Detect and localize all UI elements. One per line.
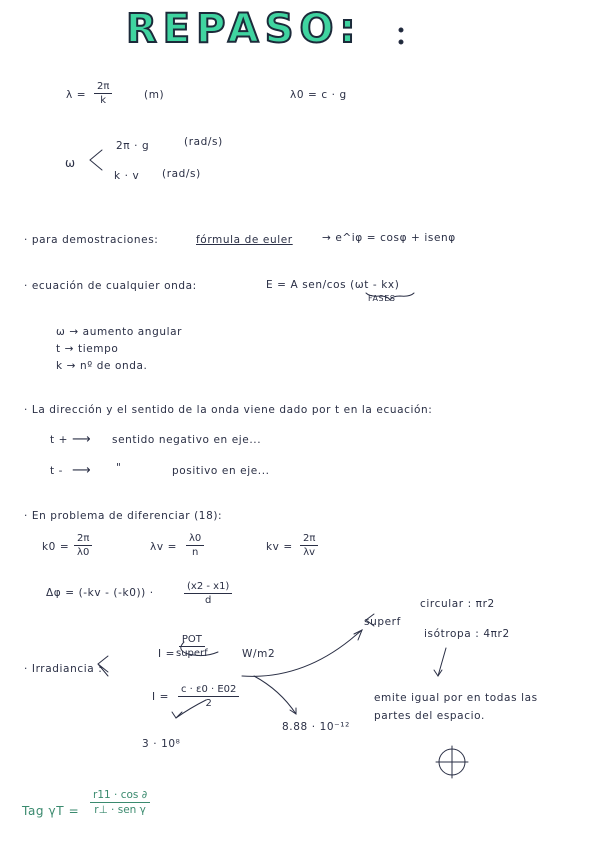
isotropa-formula: isótropa : 4πr2: [424, 628, 510, 640]
superf-circle: [181, 642, 218, 656]
def-omega: ω → aumento angular: [56, 326, 183, 338]
dir-sign-minus: t -: [50, 465, 64, 477]
wave-formula: E = A sen/cos (ωt - kx): [266, 279, 400, 291]
superf-brace: [366, 614, 374, 626]
k0-num: 2π: [74, 533, 92, 546]
i1-unit: W/m2: [242, 648, 276, 660]
kv-lhs: kv =: [266, 541, 293, 553]
omega-symbol: ω: [65, 156, 76, 170]
sphere-cross: [436, 746, 468, 778]
k0-lhs: k0 =: [42, 541, 70, 553]
kv-num: 2π: [300, 533, 318, 546]
title-colon-dot-2: [399, 40, 403, 44]
isotropa-arrow-head: [434, 670, 442, 676]
i2-num: c · ε0 · E02: [178, 684, 239, 697]
eps-value: 8.88 · 10⁻¹²: [282, 721, 350, 733]
def-t: t → tiempo: [56, 343, 119, 355]
wave-lead: · ecuación de cualquier onda:: [24, 280, 197, 292]
arrow-superf: [242, 630, 362, 676]
i2-den: 2: [205, 698, 212, 709]
delta-phi-den: d: [204, 595, 212, 606]
tan-num: r11 · cos ∂: [90, 789, 150, 803]
dir-sign-plus: t +: [50, 434, 69, 446]
emite-note: emite igual por en todas las partes del espacio.: [374, 692, 538, 722]
euler-link: fórmula de euler: [196, 234, 293, 246]
kv-den: λv: [303, 547, 316, 558]
lambdav-num: λ0: [186, 533, 204, 546]
lambda0-equation: λ0 = c · g: [290, 89, 347, 101]
superf-label: superf: [364, 616, 401, 628]
lambdav-den: n: [191, 547, 199, 558]
delta-phi-num: (x2 - x1): [184, 581, 232, 594]
tan-lhs: Tag γT =: [22, 804, 80, 818]
dir-arrow-plus: ⟶: [72, 432, 92, 447]
k0-den: λ0: [77, 547, 90, 558]
i1-lhs: I =: [158, 648, 176, 660]
dir-text-minus: positivo en eje...: [172, 465, 270, 477]
circular-formula: circular : πr2: [420, 598, 495, 610]
euler-lead: · para demostraciones:: [24, 234, 159, 246]
lambdav-lhs: λv =: [150, 541, 177, 553]
i2-lhs: I =: [152, 691, 170, 703]
irradiance-brace: [98, 656, 108, 676]
dir-text-plus: sentido negativo en eje...: [112, 434, 262, 446]
title-colon-dot-1: [399, 28, 403, 32]
isotropa-arrow: [438, 648, 446, 676]
i1-num: POT: [179, 634, 205, 647]
i1-den: superf: [176, 648, 208, 659]
lambda-lhs: λ =: [66, 89, 87, 101]
dir-arrow-minus: ⟶: [72, 463, 92, 478]
euler-rhs: → e^iφ = cosφ + isenφ: [322, 232, 456, 244]
direction-line: · La dirección y el sentido de la onda viene dado por t en la ecuación:: [24, 404, 433, 416]
omega-brace: [90, 150, 102, 170]
lambda-unit: (m): [144, 89, 165, 101]
arrow-eps: [254, 676, 296, 714]
wave-brace-label: FASES: [368, 294, 396, 303]
omega-bottom: k · v: [114, 170, 140, 182]
arrow-c: [176, 700, 206, 718]
fases-brace: [366, 293, 414, 300]
c-value: 3 · 10⁸: [142, 738, 181, 750]
problem-line: · En problema de diferenciar (18):: [24, 510, 223, 522]
page-title: REPASO:: [126, 6, 362, 52]
omega-bottom-unit: (rad/s): [162, 168, 201, 180]
delta-phi-lhs: Δφ = (-kv - (-k0)) ·: [46, 587, 154, 599]
omega-top: 2π · g: [116, 140, 150, 152]
def-k: k → nº de onda.: [56, 360, 148, 372]
lambda-num: 2π: [94, 81, 112, 94]
irradiancia-label: · Irradiancia :: [24, 663, 103, 675]
omega-top-unit: (rad/s): [184, 136, 223, 148]
tan-den: r⊥ · sen γ: [94, 804, 146, 816]
lambda-den: k: [100, 95, 107, 106]
dir-ditto: ": [116, 462, 122, 474]
